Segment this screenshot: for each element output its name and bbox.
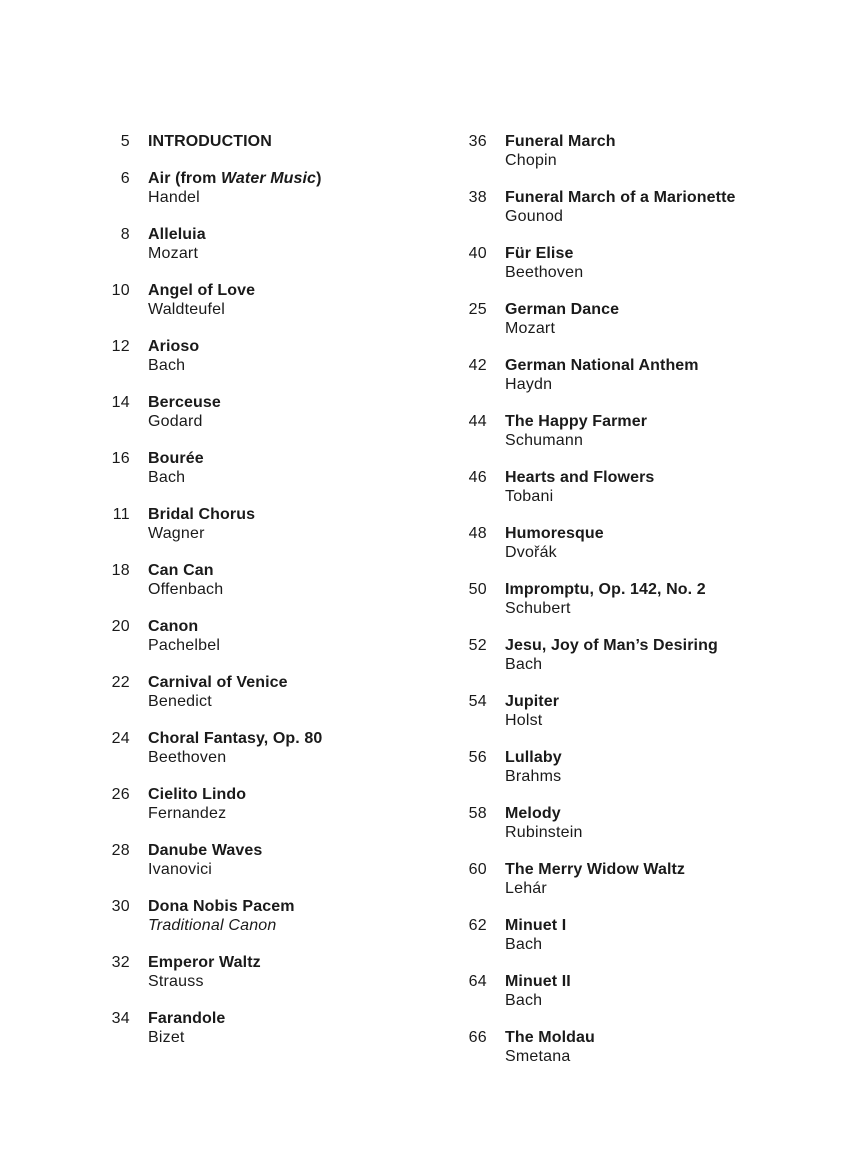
page-number: 26 — [111, 786, 130, 803]
piece-title: Can Can — [148, 562, 214, 579]
toc-entry — [447, 804, 787, 842]
piece-title: Emperor Waltz — [148, 954, 261, 971]
page-number: 6 — [120, 170, 130, 187]
toc-entry-text — [148, 729, 322, 767]
composer-name: Schumann — [505, 432, 584, 449]
composer-name: Ivanovici — [148, 861, 213, 878]
page-number: 30 — [111, 898, 130, 915]
toc-entry-text — [148, 897, 295, 935]
toc-entry-text — [505, 356, 699, 394]
page-number: 20 — [111, 618, 130, 635]
page-number: 28 — [111, 842, 130, 859]
toc-entry — [90, 449, 430, 487]
toc-entry-text — [148, 505, 255, 543]
piece-title: Bridal Chorus — [148, 506, 256, 523]
composer-name: Brahms — [505, 768, 562, 785]
composer-name: Strauss — [148, 973, 204, 990]
page-number: 11 — [112, 506, 130, 523]
page-number: 12 — [111, 338, 130, 355]
toc-entry — [90, 897, 430, 935]
piece-title: Danube Waves — [148, 842, 263, 859]
composer-name: Schubert — [505, 600, 571, 617]
toc-entry — [447, 300, 787, 338]
page-number: 18 — [111, 562, 130, 579]
toc-entry — [447, 244, 787, 282]
toc-entry-text — [505, 524, 604, 562]
toc-entry — [447, 916, 787, 954]
composer-name: Haydn — [505, 376, 553, 393]
toc-entry — [90, 169, 430, 207]
page-number: 50 — [468, 581, 487, 598]
composer-name: Fernandez — [148, 805, 227, 822]
piece-title: Air (from Water Music) — [148, 170, 322, 187]
toc-entry-text — [148, 673, 288, 711]
composer-name: Chopin — [505, 152, 557, 169]
toc-entry-text — [505, 972, 571, 1010]
toc-entry-text — [505, 748, 562, 786]
piece-title: INTRODUCTION — [148, 133, 272, 150]
toc-entry-text — [148, 617, 220, 655]
toc-entry-text — [505, 860, 685, 898]
composer-name: Bach — [148, 469, 186, 486]
piece-title: Cielito Lindo — [148, 786, 247, 803]
composer-name: Dvořák — [505, 544, 557, 561]
composer-name: Handel — [148, 189, 200, 206]
composer-name: Smetana — [505, 1048, 571, 1065]
toc-entry — [90, 617, 430, 655]
composer-name: Bizet — [148, 1029, 185, 1046]
page-number: 54 — [468, 693, 487, 710]
toc-entry-text — [505, 636, 718, 674]
piece-title: German Dance — [505, 301, 620, 318]
toc-entry — [90, 225, 430, 263]
composer-name: Benedict — [148, 693, 212, 710]
page-number: 24 — [111, 730, 130, 747]
page-number: 64 — [468, 973, 487, 990]
toc-entry-text — [148, 953, 261, 991]
toc-entry — [447, 412, 787, 450]
composer-name: Wagner — [148, 525, 205, 542]
toc-entry-text — [148, 132, 272, 151]
piece-title: Hearts and Flowers — [505, 469, 655, 486]
toc-entry-text — [148, 393, 221, 431]
toc-entry — [447, 860, 787, 898]
toc-column-right — [447, 132, 787, 1084]
toc-entry-text — [148, 225, 206, 263]
composer-name: Traditional Canon — [148, 917, 277, 934]
toc-entry-text — [505, 244, 583, 282]
page-number: 25 — [468, 301, 487, 318]
toc-entry — [447, 188, 787, 226]
piece-title: Minuet I — [505, 917, 567, 934]
piece-title: Dona Nobis Pacem — [148, 898, 295, 915]
toc-entry — [447, 972, 787, 1010]
toc-entry-text — [148, 169, 322, 207]
piece-title: Arioso — [148, 338, 200, 355]
page-number: 36 — [468, 133, 487, 150]
piece-title: Funeral March — [505, 133, 616, 150]
page-number: 56 — [468, 749, 487, 766]
page-number: 66 — [468, 1029, 487, 1046]
toc-entry-text — [148, 337, 199, 375]
toc-entry-text — [148, 841, 262, 879]
toc-entry-text — [148, 281, 255, 319]
piece-title: Angel of Love — [148, 282, 256, 299]
piece-title: Impromptu, Op. 142, No. 2 — [505, 581, 706, 598]
piece-title: Melody — [505, 805, 561, 822]
piece-title: The Happy Farmer — [505, 413, 648, 430]
composer-name: Holst — [505, 712, 543, 729]
toc-entry-text — [148, 1009, 225, 1047]
toc-entry — [90, 337, 430, 375]
piece-title: Carnival of Venice — [148, 674, 288, 691]
page-number: 52 — [468, 637, 487, 654]
composer-name: Rubinstein — [505, 824, 583, 841]
toc-entry-text — [505, 188, 736, 226]
page-number: 5 — [120, 133, 130, 150]
piece-title: Für Elise — [505, 245, 574, 262]
toc-entry — [447, 692, 787, 730]
composer-name: Lehár — [505, 880, 547, 897]
toc-column-left — [90, 132, 430, 1065]
toc-entry — [447, 636, 787, 674]
toc-entry-text — [505, 468, 654, 506]
piece-title: Choral Fantasy, Op. 80 — [148, 730, 323, 747]
toc-entry-text — [505, 300, 619, 338]
piece-title: Bourée — [148, 450, 204, 467]
page-number: 10 — [111, 282, 130, 299]
composer-name: Tobani — [505, 488, 554, 505]
page-number: 16 — [111, 450, 130, 467]
toc-entry-text — [505, 916, 566, 954]
composer-name: Bach — [505, 936, 543, 953]
piece-title: Berceuse — [148, 394, 221, 411]
piece-title: Canon — [148, 618, 199, 635]
page-number: 60 — [468, 861, 487, 878]
piece-title: Farandole — [148, 1010, 226, 1027]
toc-entry-text — [505, 580, 706, 618]
composer-name: Pachelbel — [148, 637, 221, 654]
toc-entry — [90, 281, 430, 319]
page-number: 14 — [111, 394, 130, 411]
toc-entry-text — [148, 561, 223, 599]
toc-entry — [447, 132, 787, 170]
page-number: 34 — [111, 1010, 130, 1027]
page-number: 22 — [111, 674, 130, 691]
toc-entry-text — [505, 132, 616, 170]
composer-name: Bach — [505, 992, 543, 1009]
toc-entry — [90, 393, 430, 431]
composer-name: Beethoven — [505, 264, 584, 281]
page-number: 40 — [468, 245, 487, 262]
piece-title: Alleluia — [148, 226, 206, 243]
piece-title: The Moldau — [505, 1029, 595, 1046]
page-number: 38 — [468, 189, 487, 206]
composer-name: Gounod — [505, 208, 564, 225]
piece-title: Funeral March of a Marionette — [505, 189, 736, 206]
toc-entry — [90, 561, 430, 599]
piece-title: The Merry Widow Waltz — [505, 861, 686, 878]
toc-entry-text — [505, 804, 583, 842]
page-number: 46 — [468, 469, 487, 486]
page-number: 48 — [468, 525, 487, 542]
toc-entry — [90, 841, 430, 879]
toc-entry — [90, 1009, 430, 1047]
page-number: 58 — [468, 805, 487, 822]
toc-entry — [90, 132, 430, 151]
piece-title: Jupiter — [505, 693, 560, 710]
toc-entry-text — [148, 785, 246, 823]
toc-entry — [447, 1028, 787, 1066]
page-number: 42 — [468, 357, 487, 374]
toc-entry — [90, 673, 430, 711]
composer-name: Godard — [148, 413, 203, 430]
composer-name: Waldteufel — [148, 301, 225, 318]
toc-entry-text — [148, 449, 204, 487]
piece-title: Lullaby — [505, 749, 562, 766]
composer-name: Mozart — [505, 320, 556, 337]
piece-title: Minuet II — [505, 973, 571, 990]
toc-entry — [90, 785, 430, 823]
toc-entry — [447, 580, 787, 618]
composer-name: Mozart — [148, 245, 199, 262]
page-number: 44 — [468, 413, 487, 430]
toc-entry — [447, 524, 787, 562]
toc-entry — [447, 748, 787, 786]
toc-entry — [90, 953, 430, 991]
toc-entry-text — [505, 412, 647, 450]
composer-name: Bach — [148, 357, 186, 374]
page-number: 32 — [111, 954, 130, 971]
piece-title: German National Anthem — [505, 357, 699, 374]
toc-entry — [447, 468, 787, 506]
toc-entry — [90, 729, 430, 767]
page-number: 8 — [120, 226, 130, 243]
toc-entry-text — [505, 692, 559, 730]
composer-name: Beethoven — [148, 749, 227, 766]
piece-title: Humoresque — [505, 525, 604, 542]
toc-entry — [90, 505, 430, 543]
composer-name: Offenbach — [148, 581, 224, 598]
toc-entry — [447, 356, 787, 394]
toc-entry-text — [505, 1028, 595, 1066]
piece-title: Jesu, Joy of Man’s Desiring — [505, 637, 718, 654]
page-number: 62 — [468, 917, 487, 934]
composer-name: Bach — [505, 656, 543, 673]
